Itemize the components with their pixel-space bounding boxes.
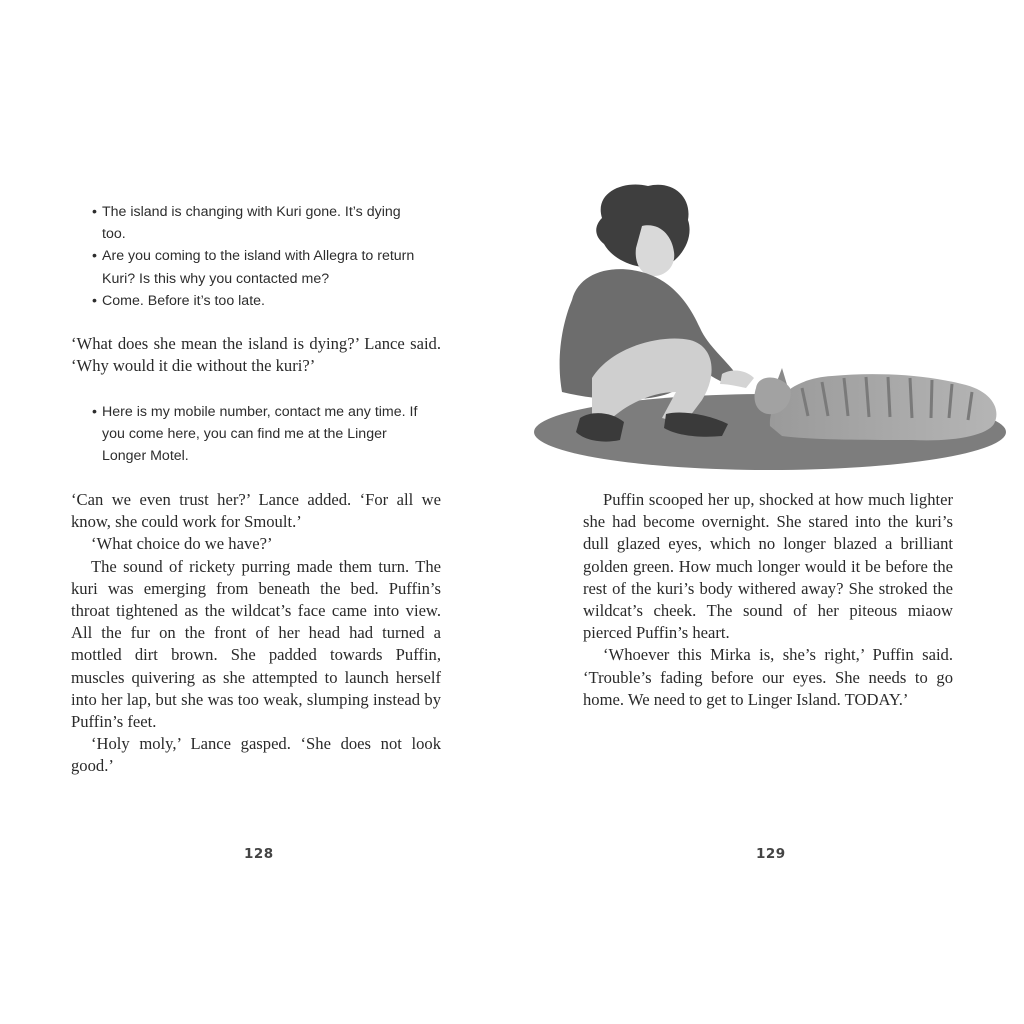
message-item: • The island is changing with Kuri gone. It’s dying too. bbox=[88, 201, 420, 245]
paragraph: ‘What does she mean the island is dying?’ Lance said. ‘Why would it die without the kuri?’ bbox=[71, 334, 441, 376]
message-block-1 bbox=[88, 201, 420, 312]
prose-block-1 bbox=[71, 333, 441, 377]
prose-block-2 bbox=[71, 489, 441, 778]
page-number: 129 bbox=[756, 846, 786, 862]
right-page bbox=[512, 0, 1024, 1024]
message-item: • Are you coming to the island with Allegra to return Kuri? Is this why you contacted me? bbox=[88, 245, 420, 289]
page-number: 128 bbox=[244, 846, 274, 862]
paragraph: ‘Holy moly,’ Lance gasped. ‘She does not look good.’ bbox=[71, 734, 441, 776]
wildcat-icon bbox=[755, 368, 997, 440]
message-item: • Here is my mobile number, contact me any time. If you come here, you can find me at the Linger Longer Motel. bbox=[88, 401, 420, 468]
illustration-girl-and-wildcat bbox=[532, 178, 1008, 474]
paragraph: ‘Can we even trust her?’ Lance added. ‘For all we know, she could work for Smoult.’ bbox=[71, 490, 441, 532]
paragraph: The sound of rickety purring made them turn. The kuri was emerging from beneath the bed. Puffin’s throat tightened as the wildcat’s face came into view. All the fur on the front of her head had turned a mottled dirt brown. She padded towards Puffin, muscles quivering as she attempted to launch herself into her lap, but she was too weak, slumping instead by Puffin’s feet. bbox=[71, 556, 441, 732]
message-block-2 bbox=[88, 401, 420, 468]
prose-block-3 bbox=[583, 489, 953, 711]
paragraph: ‘What choice do we have?’ bbox=[91, 534, 273, 554]
paragraph: Puffin scooped her up, shocked at how much lighter she had become overnight. She stared into the kuri’s dull glazed eyes, which no longer blazed a brilliant golden green. How much longer would it be before the rest of the kuri’s body withered away? She stroked the wildcat’s cheek. The sound of her piteous miaow pierced Puffin’s heart. bbox=[583, 490, 953, 643]
paragraph: ‘Whoever this Mirka is, she’s right,’ Puffin said. ‘Trouble’s fading before our eyes. She needs to go home. We need to get to Linger Island. TODAY.’ bbox=[583, 645, 953, 709]
message-item: • Come. Before it’s too late. bbox=[88, 290, 420, 312]
